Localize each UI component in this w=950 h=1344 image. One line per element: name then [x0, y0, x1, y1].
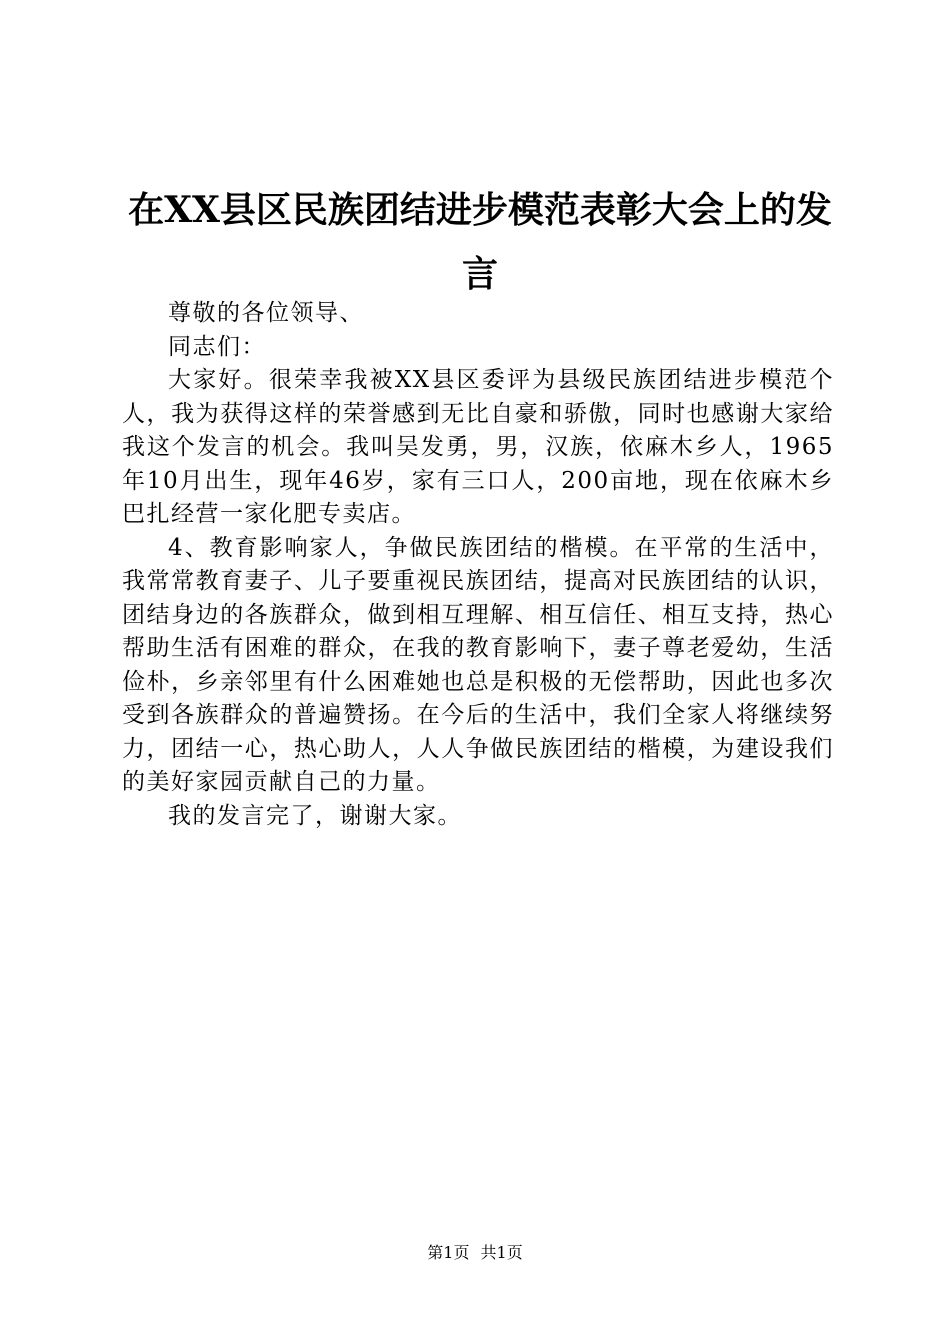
- page-footer: [0, 1243, 950, 1263]
- page-number-total: 共1页: [480, 1243, 523, 1262]
- paragraph-introduction: 大家好。很荣幸我被XX县区委评为县级民族团结进步模范个人，我为获得这样的荣誉感到无比自豪和骄傲，同时也感谢大家给我这个发言的机会。我叫吴发勇，男，汉族，依麻木乡人，1965年10月出生，现年46岁，家有三口人，200亩地，现在依麻木乡巴扎经营一家化肥专卖店。: [122, 367, 834, 527]
- paragraph-family-education: 4、教育影响家人，争做民族团结的楷模。在平常的生活中，我常常教育妻子、儿子要重视民族团结，提高对民族团结的认识，团结身边的各族群众，做到相互理解、相互信任、相互支持，热心帮助生活有困难的群众，在我的教育影响下，妻子尊老爱幼，生活俭朴，乡亲邻里有什么困难她也总是积极的无偿帮助，因此也多次受到各族群众的普遍赞扬。在今后的生活中，我们全家人将继续努力，团结一心，热心助人，人人争做民族团结的楷模，为建设我们的美好家园贡献自己的力量。: [122, 534, 834, 795]
- document-title: 在XX县区民族团结进步模范表彰大会上的发言: [128, 189, 832, 295]
- document-body: [122, 297, 834, 833]
- page-number-current: 第1页: [427, 1243, 470, 1262]
- salutation-line-1: 尊敬的各位领导、: [168, 300, 364, 326]
- salutation-line-2: 同志们：: [168, 333, 266, 360]
- paragraph-closing: 我的发言完了，谢谢大家。: [168, 802, 462, 829]
